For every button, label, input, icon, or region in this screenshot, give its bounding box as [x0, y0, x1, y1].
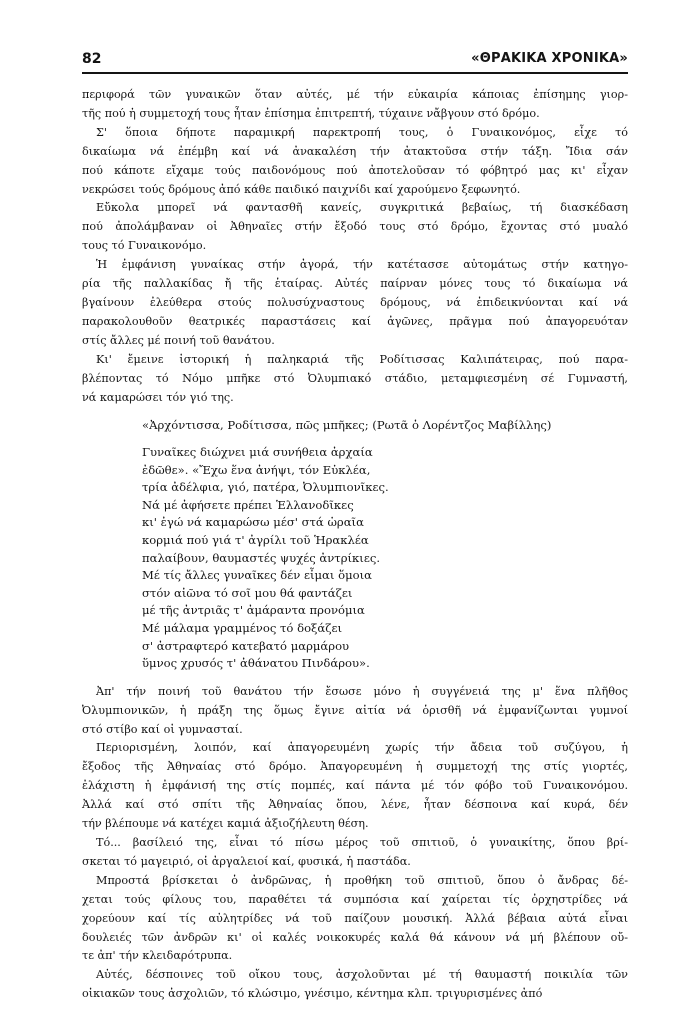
text-line: ρία τῆς παλλακίδας ἤ τῆς ἑταίρας. Αὐτές παίρναν μόνες τους τό δικαίωμα νά [82, 277, 628, 291]
page-body [82, 86, 628, 1004]
text-line: Μπροστά βρίσκεται ὁ ἀνδρῶνας, ἡ προθήκη τοῦ σπιτιοῦ, ὅπου ὁ ἄνδρας δέ- [96, 873, 628, 887]
paragraph [82, 966, 628, 1004]
paragraph [82, 739, 628, 834]
text-line: Εὔκολα μπορεῖ νά φαντασθῆ κανείς, συγκριτικά βεβαίως, τή διασκέδαση [96, 201, 628, 215]
text-line: πού ἀπολάμβαναν οἱ Ἀθηναῖες στήν ἔξοδό τους στό δρόμο, ἔχοντας στό μυαλό [82, 220, 628, 234]
text-line: Αὐτές, δέσποινες τοῦ οἴκου τους, ἀσχολοῦνται μέ τή θαυμαστή ποικιλία τῶν [96, 968, 628, 982]
poem-line: σ' ἀστραφτερό κατεβατό μαρμάρου [142, 638, 350, 653]
page-number: 82 [82, 51, 102, 67]
paragraph [82, 834, 628, 872]
text-line: στίς ἄλλες μέ ποινή τοῦ θανάτου. [82, 333, 275, 347]
poem [142, 417, 628, 672]
poem-opening-line: «Ἀρχόντισσα, Ροδίτισσα, πῶς μπῆκες; (Ρωτᾶ ὁ Λορέντζος Μαβίλλης) [142, 418, 552, 433]
paragraph [82, 124, 628, 200]
poem-line: μέ τῆς ἀντριᾶς τ' ἀμάραντα προνόμια [142, 603, 365, 618]
poem-line: κι' ἐγώ νά καμαρώσω μέσ' στά ὡραῖα [142, 515, 364, 530]
text-line: στό στίβο καί οἱ γυμνασταί. [82, 722, 243, 736]
text-line: νεκρώσει τούς δρόμους ἀπό κάθε παιδικό παιχνίδι καί χαρούμενο ξεφωνητό. [82, 182, 521, 196]
text-line: παρακολουθοῦν θεατρικές παραστάσεις καί ἀγῶνες, πρᾶγμα πού ἀπαγορευόταν [82, 314, 628, 328]
header-rule [82, 72, 628, 74]
text-line: πού κάποτε εἴχαμε τούς παιδονόμους πού ἀποτελοῦσαν τό φόβητρό μας κι' εἶχαν [82, 163, 628, 177]
text-line: τε ἀπ' τήν κλειδαρότρυπα. [82, 949, 233, 963]
text-line: Περιορισμένη, λοιπόν, καί ἀπαγορευμένη χωρίς τήν ἄδεια τοῦ συζύγου, ἡ [96, 741, 628, 755]
text-line: δουλειές τῶν ἀνδρῶν κι' οἱ καλές νοικοκυρές καλά θά κάνουν νά μή βλέπουν οὔ- [82, 930, 628, 944]
poem-line: τρία ἀδέλφια, γιό, πατέρα, Ὀλυμπιονῖκες. [142, 480, 389, 495]
text-line: Ἡ ἐμφάνιση γυναίκας στήν ἀγορά, τήν κατέτασσε αὐτομάτως στήν κατηγο- [96, 258, 628, 272]
paragraphs-after-poem [82, 683, 628, 1004]
poem-lines [142, 444, 628, 673]
text-line: δικαίωμα νά ἐπέμβη καί νά ἀνακαλέση τήν ἀτακτοῦσα στήν τάξη. Ἴδια σάν [82, 144, 628, 158]
text-line: Ἀπ' τήν ποινή τοῦ θανάτου τήν ἔσωσε μόνο ἡ συγγένειά της μ' ἕνα πλῆθος [96, 684, 628, 698]
text-line: σκεται τό μαγειριό, οἱ ἀργαλειοί καί, φυσικά, ἡ παστάδα. [82, 854, 411, 868]
paragraph [82, 256, 628, 351]
text-line: τῆς πού ἡ συμμετοχή τους ἦταν ἐπίσημα ἐπιτρεπτή, τύχαινε νἄβγουν στό δρόμο. [82, 106, 540, 120]
text-line: βλέποντας τό Νόμο μπῆκε στό Ὀλυμπιακό στάδιο, μεταμφιεσμένη σέ Γυμναστή, [82, 371, 628, 385]
text-line: χορεύουν καί τίς αὐλητρίδες νά τοῦ παίζουν μουσική. Ἀλλά βέβαια αὐτά εἶναι [82, 911, 628, 925]
text-line: οἰκιακῶν τους ἀσχολιῶν, τό κλώσιμο, γνέσιμο, κέντημα κλπ. τριγυρισμένες ἀπό [82, 987, 543, 1001]
text-line: βγαίνουν ἐλεύθερα στούς πολυσύχναστους δρόμους, νά ἐπιδεικνύονται καί νά [82, 295, 628, 309]
text-line: Σ' ὅποια δήποτε παραμικρή παρεκτροπή τους, ὁ Γυναικονόμος, εἶχε τό [96, 125, 628, 139]
paragraph [82, 199, 628, 256]
poem-line: Μέ τίς ἄλλες γυναῖκες δέν εἶμαι ὅμοια [142, 568, 372, 583]
poem-line: ὕμνος χρυσός τ' ἀθάνατου Πινδάρου». [142, 656, 370, 671]
text-line: Τό... βασίλειό της, εἶναι τό πίσω μέρος τοῦ σπιτιοῦ, ὁ γυναικίτης, ὅπου βρί- [96, 835, 628, 849]
paragraphs-before-poem [82, 86, 628, 407]
journal-title: «ΘΡΑΚΙΚΑ ΧΡΟΝΙΚΑ» [471, 51, 628, 66]
paragraph [82, 683, 628, 740]
paragraph [82, 86, 628, 124]
poem-line: Μέ μάλαμα γραμμένος τό δοξάζει [142, 620, 343, 635]
poem-line: κορμιά πού γιά τ' ἀγρίλι τοῦ Ἡρακλέα [142, 532, 369, 547]
text-line: περιφορά τῶν γυναικῶν ὅταν αὐτές, μέ τήν εὐκαιρία κάποιας ἐπίσημης γιορ- [82, 88, 628, 101]
poem-line: παλαίβουν, θαυμαστές ψυχές ἀντρίκιες. [142, 550, 381, 565]
text-line: χεται τούς φίλους του, παραθέτει τά συμπόσια καί χαίρεται τίς ὀρχηστρίδες νά [82, 892, 628, 906]
running-header [82, 50, 628, 70]
poem-gap [142, 435, 628, 444]
paragraph [82, 872, 628, 967]
poem-line: Νά μέ ἀφήσετε πρέπει Ἑλλανοδῖκες [142, 497, 354, 512]
text-line: τήν βλέπουμε νά κατέχει καμιά ἀξιοζήλευτη θέση. [82, 817, 369, 831]
text-line: νά καμαρώσει τόν γιό της. [82, 390, 234, 404]
poem-line: στόν αἰῶνα τό σοῖ μου θά φαντάζει [142, 585, 353, 600]
poem-line: Γυναῖκες διώχνει μιά συνήθεια ἀρχαία [142, 445, 373, 459]
poem-line: ἐδῶθε». «Ἔχω ἕνα ἀνήψι, τόν Εὐκλέα, [142, 462, 371, 477]
text-line: Ἀλλά καί στό σπίτι τῆς Ἀθηναίας ὅπου, λένε, ἦταν δέσποινα καί κυρά, δέν [82, 798, 628, 812]
text-line: τους τό Γυναικονόμο. [82, 239, 207, 253]
text-line: Ὀλυμπιονικῶν, ἡ πράξη της ὅμως ἔγινε αἰτία νά ὁρισθῆ νά ἐμφανίζωνται γυμνοί [82, 703, 628, 717]
text-line: ἐλάχιστη ἡ ἐμφάνισή της στίς πομπές, καί πάντα μέ τόν φόβο τοῦ Γυναικονόμου. [82, 779, 628, 793]
text-line: ἔξοδος τῆς Ἀθηναίας στό δρόμο. Ἀπαγορευμένη ἡ συμμετοχή της στίς γιορτές, [82, 760, 628, 774]
text-line: Κι' ἔμεινε ἱστορική ἡ παληκαριά τῆς Ροδίτισσας Καλιπάτειρας, πού παρα- [96, 352, 628, 366]
paragraph [82, 351, 628, 408]
